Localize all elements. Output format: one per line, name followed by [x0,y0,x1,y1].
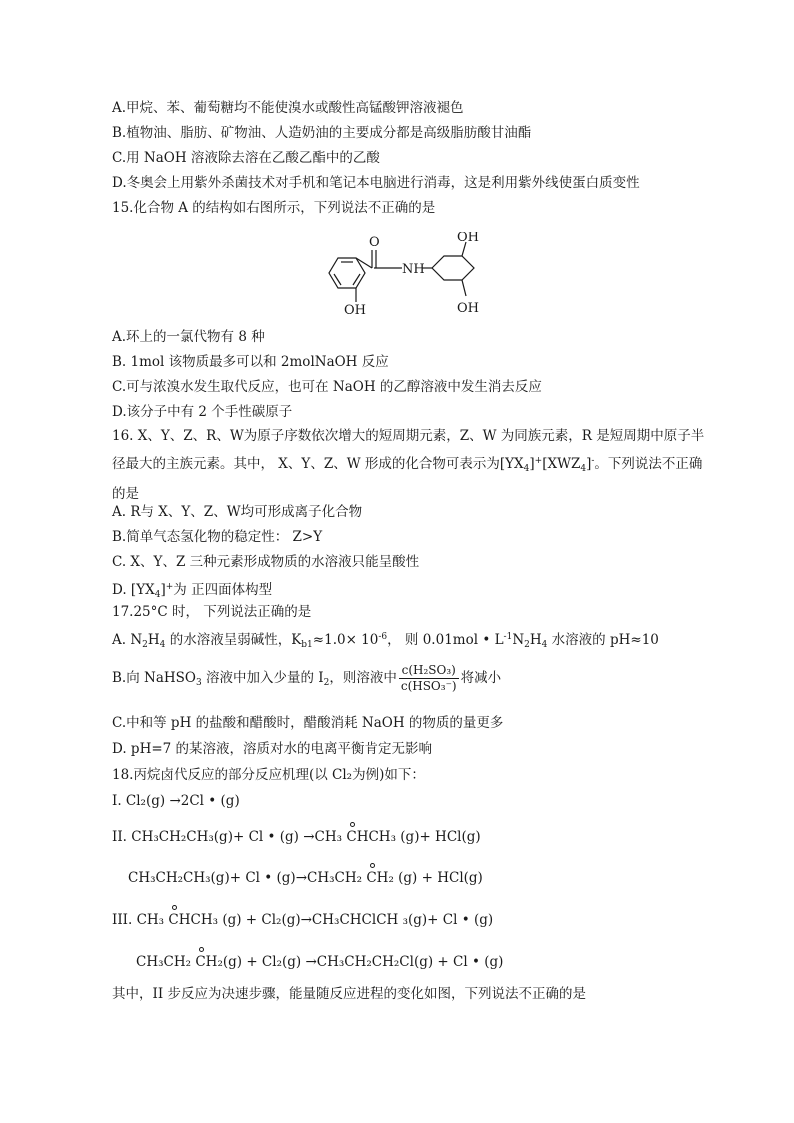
q16-option-d: D. $[YX_4]^+$为 正四面体构型 [112,582,273,600]
q14-option-b: B.植物油、脂肪、矿物油、人造奶油的主要成分都是高级脂肪酸甘油酯 [112,125,532,141]
q15-option-a: A.环上的一氯代物有 8 种 [112,329,265,345]
q14-option-c: C.用 NaOH 溶液除去溶在乙酸乙酯中的乙酸 [112,150,380,166]
q15-stem: 15.化合物 A 的结构如右图所示，下列说法不正确的是 [112,200,436,216]
q18-stem: 18.丙烷卤代反应的部分反应机理(以 Cl₂为例)如下： [112,767,425,783]
q17-option-d: D. pH=7 的某溶液，溶质对水的电离平衡肯定无影响 [112,741,433,757]
q17-stem: 17.25°C 时， 下列说法正确的是 [112,604,312,620]
q14-option-d: D.冬奥会上用紫外杀菌技术对手机和笔记本电脑进行消毒，这是利用紫外线使蛋白质变性 [112,175,640,191]
nh-label: NH [402,262,425,277]
q15-option-b: B. 1mol 该物质最多可以和 2molNaOH 反应 [112,354,389,370]
q16-option-b: B.简单气态氢化物的稳定性： Z>Y [112,529,323,545]
q16-stem: 16. X、Y、Z、R、W为原子序数依次增大的短周期元素，Z、W 为同族元素，R 是短周期中原子半径最大的主族元素。其中， X、Y、Z、W 形成的化合物可表示为$[YX_4]^+[XWZ_4]^-$。下列说法不正确的是 [112,428,705,502]
q17-option-a: A. $N_2H_4$ 的水溶液呈弱碱性，$K_{b1}\approx 1.0\times 10^{-6}$， 则 0.01mol • $L^{-1}N_2H_4$ 水溶液的 pH≈10 [112,632,659,650]
oh-bottom-right-label: OH [457,301,479,316]
q18-step-1: I. Cl₂(g) →2Cl • (g) [112,793,240,809]
q14-option-a: A.甲烷、苯、葡萄糖均不能使溴水或酸性高锰酸钾溶液褪色 [112,100,464,116]
concentration-ratio: $\frac{\text{c(H₂SO₃)}}{\text{c(HSO₃⁻)}}$ [400,663,457,693]
compound-a-structure [310,232,500,324]
q18-step-3a: III. CH₃ CHCH₃ (g) + Cl₂(g)→CH₃CHClCH ₃(g)+ Cl • (g) [112,912,494,928]
carbonyl-oxygen-label: O [369,235,380,250]
q16-option-a: A. R与 X、Y、Z、W均可形成离子化合物 [112,504,363,520]
q16-option-c: C. X、Y、Z 三种元素形成物质的水溶液只能呈酸性 [112,554,420,570]
cyclohexane-ring [432,256,474,280]
oh-top-label: OH [457,232,479,245]
oh-phenol-label: OH [344,303,366,318]
q15-option-d: D.该分子中有 2 个手性碳原子 [112,404,293,420]
q17-option-c: C.中和等 pH 的盐酸和醋酸时，醋酸消耗 NaOH 的物质的量更多 [112,715,504,731]
q18-step-2a: II. CH₃CH₂CH₃(g)+ Cl • (g) →CH₃ CHCH₃ (g)+ HCl(g) [112,829,481,845]
q18-closing: 其中，II 步反应为决速步骤，能量随反应进程的变化如图，下列说法不正确的是 [112,986,586,1002]
q15-option-c: C.可与浓溴水发生取代反应，也可在 NaOH 的乙醇溶液中发生消去反应 [112,379,542,395]
q17-option-b: B.向 NaHSO$_3$ 溶液中加入少量的 $I_2$，则溶液中 $\frac{\text{c(H₂SO₃)}}{\text{c(HSO₃⁻)}}$ 将减小 [112,663,502,693]
q18-step-2b: CH₃CH₂CH₃(g)+ Cl • (g)→CH₃CH₂ CH₂ (g) + HCl(g) [128,870,483,886]
q18-step-3b: CH₃CH₂ CH₂(g) + Cl₂(g) →CH₃CH₂CH₂Cl(g) + Cl • (g) [136,954,504,970]
